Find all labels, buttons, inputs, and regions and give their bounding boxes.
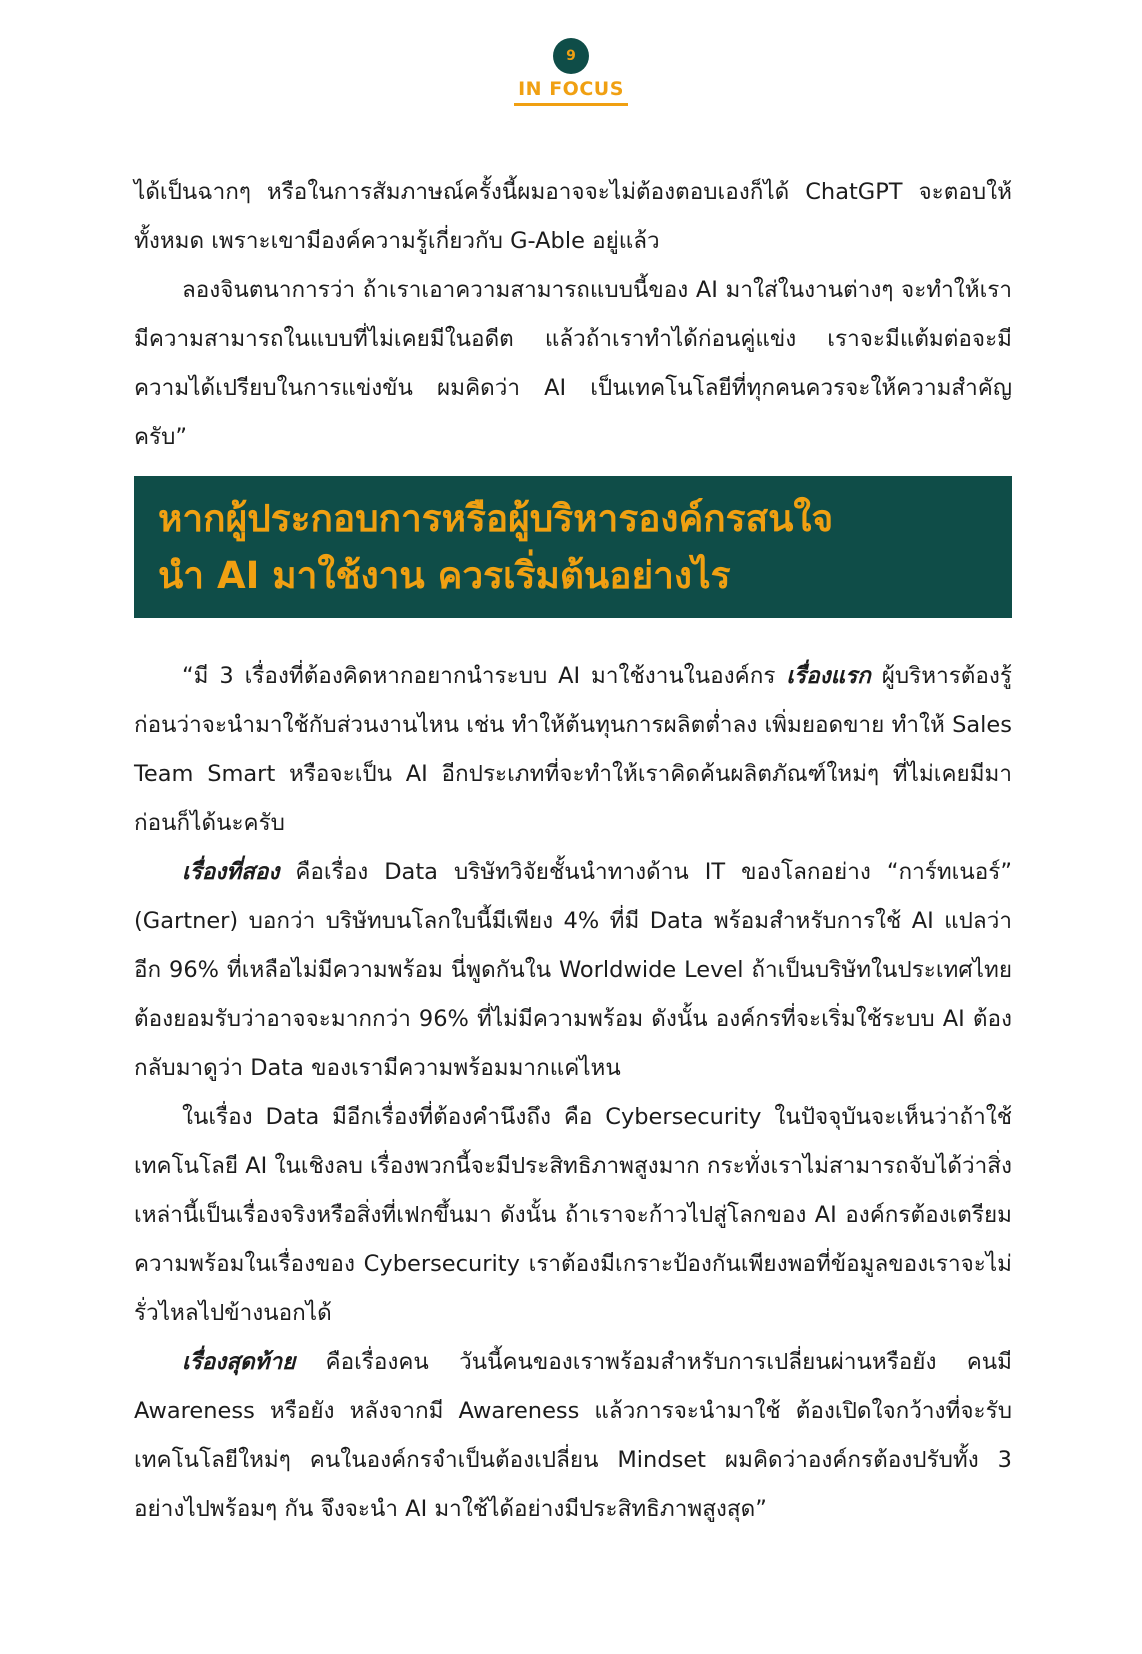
main-paragraph-1-open: “มี 3 เรื่องที่ต้องคิดหากอยากนำระบบ AI มาใช้งานในองค์กร: [182, 663, 787, 689]
section-heading: [158, 490, 988, 604]
section-heading-box: [134, 476, 1012, 618]
section-heading-line-1: หากผู้ประกอบการหรือผู้บริหารองค์กรสนใจ: [158, 497, 834, 540]
page-header: [0, 38, 1142, 106]
lead-in-last: เรื่องสุดท้าย: [182, 1349, 296, 1375]
intro-paragraph-2: ลองจินตนาการว่า ถ้าเราเอาความสามารถแบบนี้ของ AI มาใส่ในงานต่างๆ จะทำให้เรามีความสามารถในแบบที่ไม่เคยมีในอดีต แล้วถ้าเราทำได้ก่อนคู่แข่ง เราจะมีแต้มต่อจะมีความได้เปรียบในการแข่งขัน ผมคิดว่า AI เป็นเทคโนโลยีที่ทุกคนควรจะให้ความสำคัญครับ”: [134, 277, 1012, 450]
main-paragraph-3: ในเรื่อง Data มีอีกเรื่องที่ต้องคำนึงถึง คือ Cybersecurity ในปัจจุบันจะเห็นว่าถ้าใช้เทคโนโลยี AI ในเชิงลบ เรื่องพวกนี้จะมีประสิทธิภาพสูงมาก กระทั่งเราไม่สามารถจับได้ว่าสิ่งเหล่านี้เป็นเรื่องจริงหรือสิ่งที่เฟกขึ้นมา ดังนั้น ถ้าเราจะก้าวไปสู่โลกของ AI องค์กรต้องเตรียมความพร้อมในเรื่องของ Cybersecurity เราต้องมีเกราะป้องกันเพียงพอที่ข้อมูลของเราจะไม่รั่วไหลไปข้างนอกได้: [134, 1104, 1012, 1326]
main-paragraph-1-rest: ผู้บริหารต้องรู้ก่อนว่าจะนำมาใช้กับส่วนงานไหน เช่น ทำให้ต้นทุนการผลิตต่ำลง เพิ่มยอดขาย ทำให้ Sales Team Smart หรือจะเป็น AI อีกประเภทที่จะทำให้เราคิดค้นผลิตภัณฑ์ใหม่ๆ ที่ไม่เคยมีมาก่อนก็ได้นะครับ: [134, 663, 1012, 836]
page-number-badge: 9: [553, 38, 589, 74]
section-label: IN FOCUS: [514, 78, 628, 106]
section-heading-line-2: นำ AI มาใช้งาน ควรเริ่มต้นอย่างไร: [158, 554, 731, 597]
lead-in-second: เรื่องที่สอง: [182, 859, 280, 885]
main-paragraph-2-rest: คือเรื่อง Data บริษัทวิจัยชั้นนำทางด้าน IT ของโลกอย่าง “การ์ทเนอร์” (Gartner) บอกว่า บริษัทบนโลกใบนี้มีเพียง 4% ที่มี Data พร้อมสำหรับการใช้ AI แปลว่าอีก 96% ที่เหลือไม่มีความพร้อม นี่พูดกันใน Worldwide Level ถ้าเป็นบริษัทในประเทศไทยต้องยอมรับว่าอาจจะมากกว่า 96% ที่ไม่มีความพร้อม ดังนั้น องค์กรที่จะเริ่มใช้ระบบ AI ต้องกลับมาดูว่า Data ของเรามีความพร้อมมากแค่ไหน: [134, 859, 1012, 1081]
main-paragraph-4: [134, 1338, 1012, 1534]
main-paragraph-4-rest: คือเรื่องคน วันนี้คนของเราพร้อมสำหรับการเปลี่ยนผ่านหรือยัง คนมี Awareness หรือยัง หลังจากมี Awareness แล้วการจะนำมาใช้ ต้องเปิดใจกว้างที่จะรับเทคโนโลยีใหม่ๆ คนในองค์กรจำเป็นต้องเปลี่ยน Mindset ผมคิดว่าองค์กรต้องปรับทั้ง 3 อย่างไปพร้อมๆ กัน จึงจะนำ AI มาใช้ได้อย่างมีประสิทธิภาพสูงสุด”: [134, 1349, 1012, 1522]
lead-in-first: เรื่องแรก: [786, 663, 871, 689]
main-text: [134, 652, 1012, 1534]
main-paragraph-2: [134, 848, 1012, 1093]
intro-text: [134, 168, 1012, 462]
main-paragraph-1: [134, 652, 1012, 848]
intro-paragraph-1: ได้เป็นฉากๆ หรือในการสัมภาษณ์ครั้งนี้ผมอาจจะไม่ต้องตอบเองก็ได้ ChatGPT จะตอบให้ทั้งหมด เพราะเขามีองค์ความรู้เกี่ยวกับ G-Able อยู่แล้ว: [134, 179, 1012, 254]
